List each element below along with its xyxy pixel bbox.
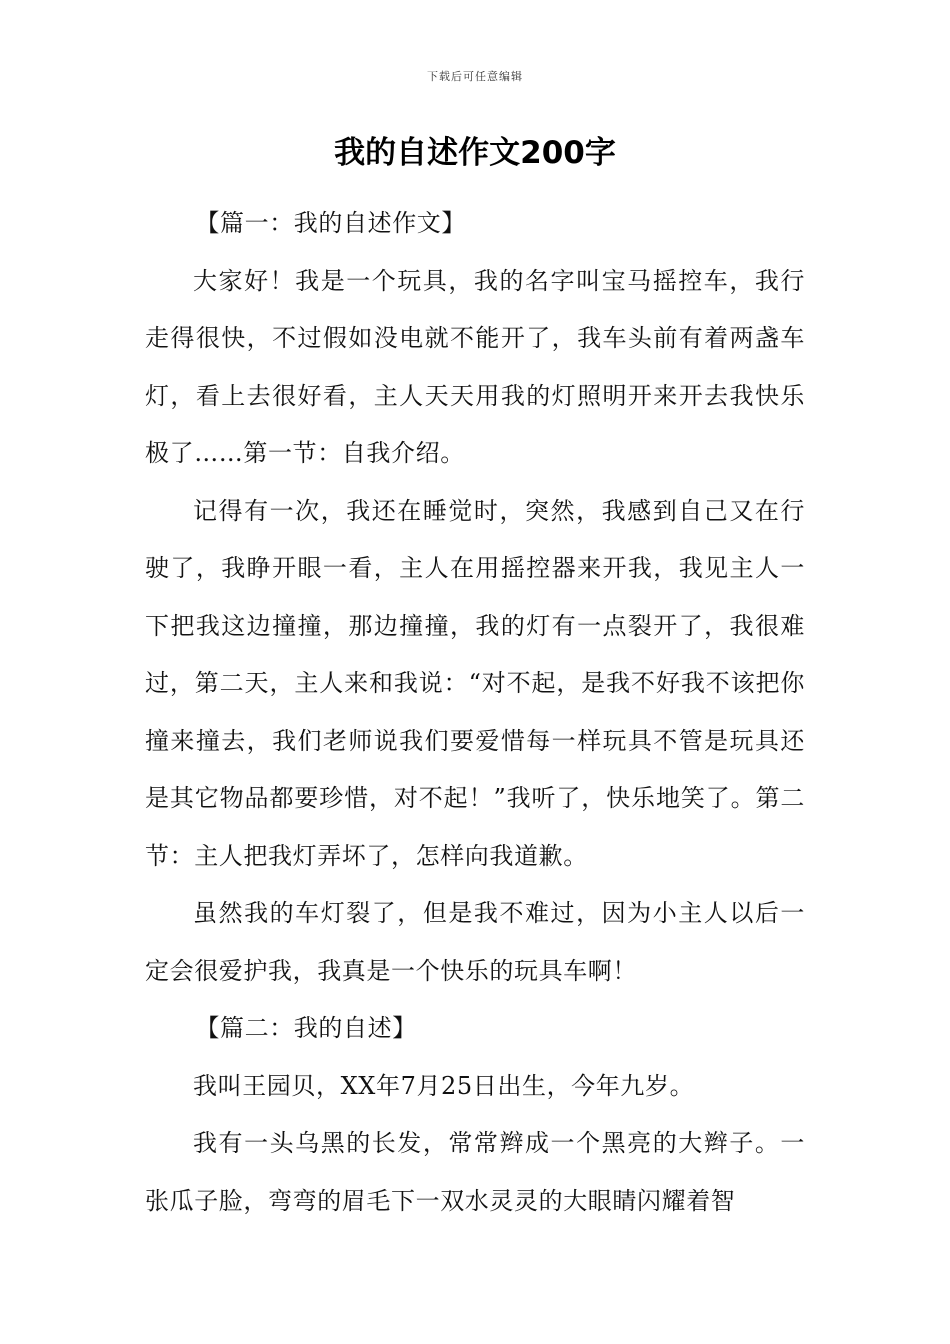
paragraph: 我叫王园贝，XX年7月25日出生，今年九岁。 — [193, 1071, 695, 1100]
paragraph: 我有一头乌黑的长发，常常辫成一个黑亮的大辫子。一张瓜子脸，弯弯的眉毛下一双水灵灵的大眼睛闪耀着智 — [145, 1129, 805, 1215]
document-title: 我的自述作文200字 — [334, 135, 616, 171]
header-note: 下载后可任意编辑 — [427, 70, 523, 83]
paragraph: 虽然我的车灯裂了，但是我不难过，因为小主人以后一定会很爱护我，我真是一个快乐的玩具车啊！ — [145, 899, 805, 985]
document-body — [145, 195, 805, 1230]
section-heading-1: 【篇一：我的自述作文】 — [195, 209, 466, 237]
paragraph: 大家好！我是一个玩具，我的名字叫宝马摇控车，我行走得很快，不过假如没电就不能开了，我车头前有着两盏车灯，看上去很好看，主人天天用我的灯照明开来开去我快乐极了……第一节：自我介绍。 — [145, 266, 805, 467]
section-heading-2: 【篇二：我的自述】 — [195, 1014, 417, 1042]
paragraph: 记得有一次，我还在睡觉时，突然，我感到自己又在行驶了，我睁开眼一看，主人在用摇控器来开我，我见主人一下把我这边撞撞，那边撞撞，我的灯有一点裂开了，我很难过，第二天，主人来和我说：“对不起，是我不好我不该把你撞来撞去，我们老师说我们要爱惜每一样玩具不管是玩具还是其它物品都要珍惜，对不起！”我听了，快乐地笑了。第二节：主人把我灯弄坏了，怎样向我道歉。 — [145, 496, 805, 870]
